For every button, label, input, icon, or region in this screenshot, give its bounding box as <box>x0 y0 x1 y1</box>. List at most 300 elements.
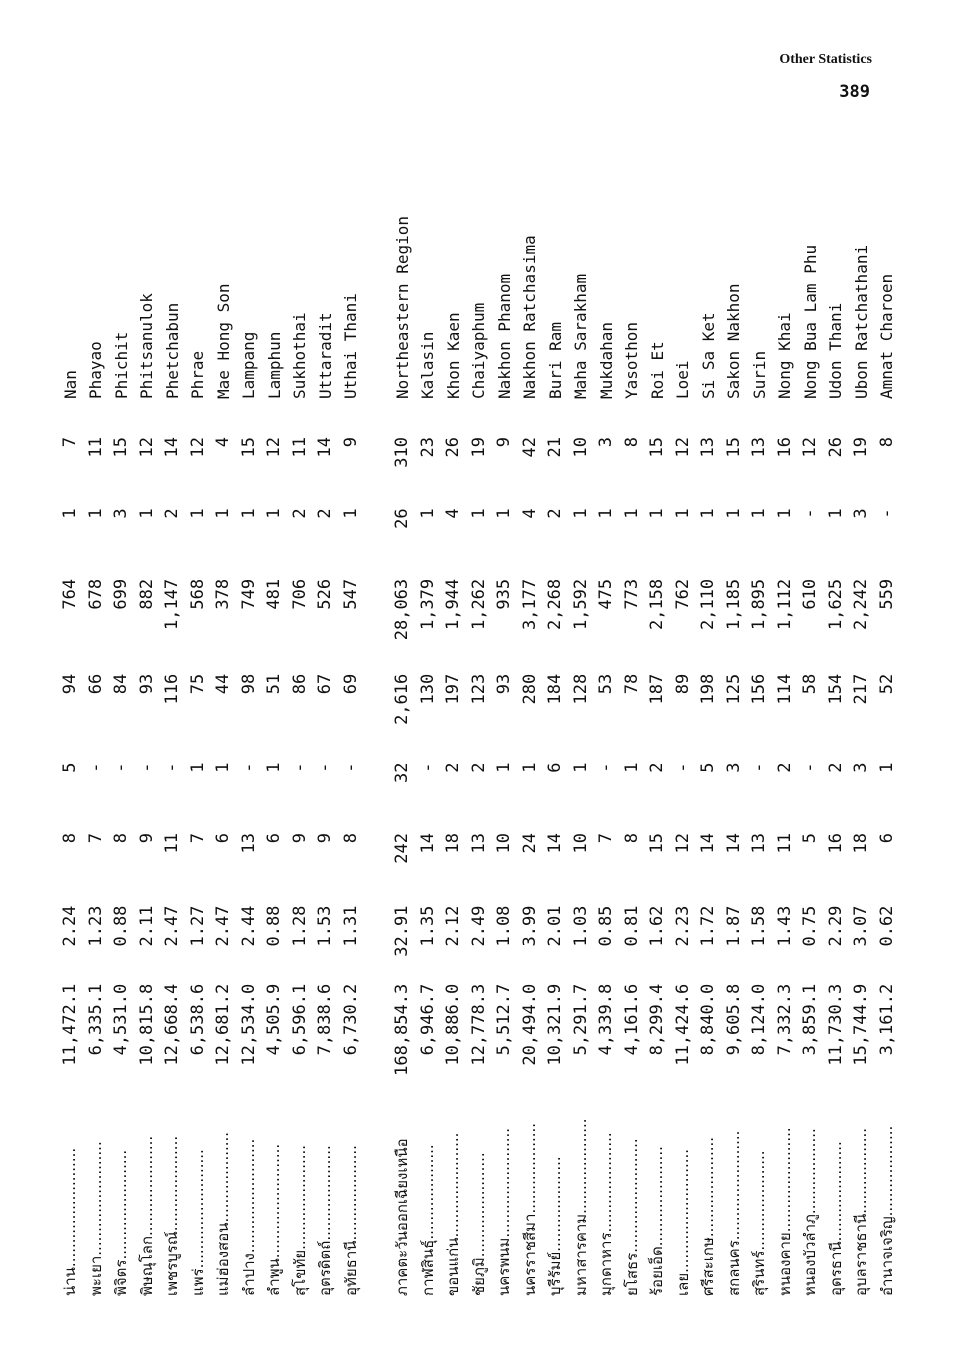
province-english-name: Sakon Nakhon <box>724 283 744 400</box>
province-english-name: Uthai Thani <box>341 293 361 400</box>
province-thai-name: มหาสารคาม.................... <box>571 1118 590 1296</box>
count-col-4: 1 <box>621 762 642 773</box>
count-col-7: - <box>876 508 897 519</box>
count-col-8: 26 <box>443 437 464 458</box>
count-col-4: 2 <box>443 762 464 773</box>
count-col-5: 86 <box>289 673 310 695</box>
area-value: 6,538.6 <box>187 983 208 1056</box>
share-value: 2.44 <box>238 905 259 947</box>
count-col-8: 16 <box>774 437 795 458</box>
count-col-3: 11 <box>774 832 795 854</box>
count-col-7: 1 <box>264 508 285 519</box>
count-col-5: 67 <box>315 673 336 695</box>
count-col-7: 26 <box>392 508 413 529</box>
count-col-4: - <box>800 762 821 773</box>
table-row <box>594 216 620 1296</box>
count-col-6: 935 <box>494 578 515 610</box>
count-col-8: 13 <box>749 437 770 458</box>
share-value: 1.27 <box>187 905 208 947</box>
count-col-6: 378 <box>213 578 234 610</box>
count-col-8: 12 <box>672 437 693 458</box>
province-thai-name: อุทัยธานี.................... <box>341 1145 360 1296</box>
table-row <box>339 216 365 1296</box>
share-value: 1.23 <box>85 905 106 947</box>
count-col-7: 1 <box>187 508 208 519</box>
province-thai-name: น่าน......................... <box>61 1147 80 1296</box>
table-row <box>467 216 493 1296</box>
count-col-5: 53 <box>596 673 617 695</box>
province-thai-name: ร้อยเอ็ด..................... <box>648 1146 667 1296</box>
count-col-7: 2 <box>289 508 310 519</box>
area-value: 7,838.6 <box>315 983 336 1056</box>
province-english-name: Lamphun <box>264 331 284 400</box>
count-col-3: 9 <box>136 832 157 844</box>
count-col-3: 7 <box>187 832 208 844</box>
table-row <box>160 216 186 1296</box>
province-english-name: Mae Hong Son <box>213 283 233 400</box>
count-col-4: - <box>162 762 183 773</box>
province-english-name: Kalasin <box>418 331 438 400</box>
province-english-name: Phayao <box>86 341 106 400</box>
province-english-name: Mukdahan <box>596 321 616 400</box>
share-value: 1.08 <box>494 905 515 947</box>
count-col-6: 1,185 <box>723 578 744 631</box>
table-row <box>262 216 288 1296</box>
province-thai-name: เพชรบูรณ์.................... <box>163 1135 182 1296</box>
share-value: 2.47 <box>213 905 234 947</box>
count-col-5: 184 <box>545 673 566 705</box>
count-col-3: 14 <box>545 832 566 854</box>
count-col-6: 1,944 <box>443 578 464 631</box>
count-col-3: 14 <box>698 832 719 854</box>
province-thai-name: อำนาจเจริญ................... <box>877 1125 896 1296</box>
count-col-4: 2 <box>774 762 795 773</box>
count-col-8: 4 <box>213 437 234 448</box>
share-value: 2.24 <box>60 905 81 947</box>
province-thai-name: แม่ฮ่องสอน................... <box>214 1131 233 1296</box>
count-col-3: 10 <box>570 832 591 854</box>
province-thai-name: ศรีสะเกษ..................... <box>699 1136 718 1296</box>
area-value: 4,531.0 <box>111 983 132 1056</box>
count-col-8: 11 <box>85 437 106 458</box>
share-value: 1.43 <box>774 905 795 947</box>
province-thai-name: สุโขทัย...................... <box>290 1144 309 1296</box>
count-col-7: 3 <box>111 508 132 519</box>
province-english-name: Nong Bua Lam Phu <box>800 244 820 400</box>
table-row <box>441 216 467 1296</box>
count-col-6: 526 <box>315 578 336 610</box>
table-row <box>620 216 646 1296</box>
count-col-4: 2 <box>825 762 846 773</box>
province-thai-name: พิจิตร....................... <box>112 1149 131 1296</box>
share-value: 2.11 <box>136 905 157 947</box>
region-total-row <box>390 216 416 1296</box>
count-col-3: 13 <box>468 832 489 854</box>
count-col-4: 1 <box>519 762 540 773</box>
count-col-7: 1 <box>621 508 642 519</box>
area-value: 11,472.1 <box>60 983 81 1066</box>
count-col-6: 699 <box>111 578 132 610</box>
area-value: 8,840.0 <box>698 983 719 1056</box>
count-col-6: 2,110 <box>698 578 719 631</box>
table-row <box>773 216 799 1296</box>
count-col-3: 5 <box>800 832 821 844</box>
count-col-6: 1,625 <box>825 578 846 631</box>
count-col-4: - <box>111 762 132 773</box>
table-row <box>798 216 824 1296</box>
count-col-6: 773 <box>621 578 642 610</box>
count-col-7: 1 <box>468 508 489 519</box>
area-value: 12,778.3 <box>468 983 489 1066</box>
count-col-6: 762 <box>672 578 693 610</box>
province-thai-name: นครพนม....................... <box>495 1127 514 1296</box>
count-col-8: 7 <box>60 437 81 448</box>
count-col-7: 1 <box>774 508 795 519</box>
count-col-5: 52 <box>876 673 897 695</box>
count-col-8: 12 <box>264 437 285 458</box>
province-english-name: Northeastern Region <box>392 216 412 400</box>
table-row <box>696 216 722 1296</box>
area-value: 6,596.1 <box>289 983 310 1056</box>
province-english-name: Nan <box>60 370 80 400</box>
count-col-5: 78 <box>621 673 642 695</box>
table-row <box>416 216 442 1296</box>
table-row <box>237 216 263 1296</box>
count-col-7: 3 <box>851 508 872 519</box>
count-col-3: 11 <box>162 832 183 854</box>
count-col-4: 3 <box>851 762 872 773</box>
share-value: 1.87 <box>723 905 744 947</box>
count-col-8: 15 <box>111 437 132 458</box>
count-col-8: 13 <box>698 437 719 458</box>
count-col-4: 1 <box>876 762 897 773</box>
count-col-4: - <box>749 762 770 773</box>
count-col-6: 610 <box>800 578 821 610</box>
count-col-6: 481 <box>264 578 285 610</box>
page-header-title: Other Statistics <box>779 52 872 67</box>
count-col-4: 1 <box>264 762 285 773</box>
share-value: 2.23 <box>672 905 693 947</box>
province-thai-name: พิษณุโลก..................... <box>137 1135 156 1296</box>
count-col-5: 198 <box>698 673 719 705</box>
count-col-7: 1 <box>417 508 438 519</box>
count-col-6: 1,147 <box>162 578 183 631</box>
area-value: 9,605.8 <box>723 983 744 1056</box>
share-value: 1.72 <box>698 905 719 947</box>
count-col-8: 14 <box>315 437 336 458</box>
province-thai-name: นครราชสีมา................... <box>520 1122 539 1296</box>
count-col-5: 94 <box>60 673 81 695</box>
count-col-3: 8 <box>111 832 132 844</box>
count-col-4: 1 <box>570 762 591 773</box>
count-col-4: - <box>672 762 693 773</box>
count-col-6: 749 <box>238 578 259 610</box>
count-col-5: 217 <box>851 673 872 705</box>
province-thai-name: กาฬสินธุ์.................... <box>418 1144 437 1296</box>
province-thai-name: สกลนคร....................... <box>724 1130 743 1296</box>
table-row <box>313 216 339 1296</box>
province-thai-name: เลย.......................... <box>673 1148 692 1296</box>
count-col-5: 51 <box>264 673 285 695</box>
count-col-6: 559 <box>876 578 897 610</box>
count-col-5: 66 <box>85 673 106 695</box>
province-english-name: Nakhon Ratchasima <box>520 235 540 400</box>
area-value: 20,494.0 <box>519 983 540 1066</box>
count-col-8: 42 <box>519 437 540 458</box>
count-col-3: 13 <box>749 832 770 854</box>
count-col-5: 98 <box>238 673 259 695</box>
count-col-5: 280 <box>519 673 540 705</box>
count-col-3: 8 <box>340 832 361 844</box>
count-col-3: 18 <box>443 832 464 854</box>
count-col-7: 2 <box>162 508 183 519</box>
count-col-7: 2 <box>315 508 336 519</box>
count-col-8: 310 <box>392 437 413 468</box>
area-value: 8,299.4 <box>647 983 668 1056</box>
count-col-4: 2 <box>468 762 489 773</box>
province-thai-name: ลำพูน........................ <box>265 1143 284 1296</box>
count-col-7: 2 <box>545 508 566 519</box>
count-col-8: 9 <box>494 437 515 448</box>
count-col-7: 1 <box>723 508 744 519</box>
area-value: 12,681.2 <box>213 983 234 1066</box>
share-value: 0.81 <box>621 905 642 947</box>
spacer-cell <box>364 216 390 1296</box>
share-value: 0.88 <box>111 905 132 947</box>
count-col-8: 8 <box>621 437 642 448</box>
area-value: 10,815.8 <box>136 983 157 1066</box>
province-english-name: Udon Thani <box>826 302 846 400</box>
province-english-name: Ubon Ratchathani <box>851 244 871 400</box>
province-english-name: Amnat Charoen <box>877 273 897 400</box>
table-row <box>645 216 671 1296</box>
count-col-8: 26 <box>825 437 846 458</box>
table-row <box>211 216 237 1296</box>
count-col-4: - <box>315 762 336 773</box>
count-col-3: 6 <box>213 832 234 844</box>
count-col-7: 1 <box>340 508 361 519</box>
share-value: 1.58 <box>749 905 770 947</box>
count-col-7: 1 <box>213 508 234 519</box>
count-col-6: 1,112 <box>774 578 795 631</box>
province-thai-name: ขอนแก่น...................... <box>444 1132 463 1296</box>
count-col-6: 706 <box>289 578 310 610</box>
table-row <box>671 216 697 1296</box>
count-col-7: 1 <box>85 508 106 519</box>
rotated-table-container <box>58 216 908 1296</box>
count-col-8: 12 <box>187 437 208 458</box>
area-value: 7,332.3 <box>774 983 795 1056</box>
count-col-7: 1 <box>698 508 719 519</box>
count-col-6: 568 <box>187 578 208 610</box>
count-col-3: 8 <box>60 832 81 844</box>
count-col-3: 14 <box>417 832 438 854</box>
count-col-3: 7 <box>85 832 106 844</box>
province-thai-name: ลำปาง........................ <box>239 1138 258 1296</box>
count-col-6: 1,592 <box>570 578 591 631</box>
count-col-4: 1 <box>213 762 234 773</box>
count-col-7: 4 <box>443 508 464 519</box>
area-value: 168,854.3 <box>392 983 413 1076</box>
count-col-3: 12 <box>672 832 693 854</box>
statistics-table <box>58 216 900 1296</box>
count-col-5: 93 <box>136 673 157 695</box>
count-col-4: 32 <box>392 762 413 783</box>
count-col-8: 12 <box>136 437 157 458</box>
count-col-3: 9 <box>315 832 336 844</box>
count-col-3: 14 <box>723 832 744 854</box>
province-thai-name: หนองคาย...................... <box>775 1127 794 1296</box>
table-row <box>109 216 135 1296</box>
count-col-7: 1 <box>596 508 617 519</box>
area-value: 4,505.9 <box>264 983 285 1056</box>
count-col-8: 15 <box>238 437 259 458</box>
count-col-6: 764 <box>60 578 81 610</box>
count-col-4: - <box>417 762 438 773</box>
count-col-3: 6 <box>264 832 285 844</box>
area-value: 5,512.7 <box>494 983 515 1056</box>
count-col-5: 44 <box>213 673 234 695</box>
province-thai-name: ชัยภูมิ...................... <box>469 1152 488 1296</box>
count-col-4: - <box>340 762 361 773</box>
share-value: 3.99 <box>519 905 540 947</box>
count-col-8: 23 <box>417 437 438 458</box>
count-col-3: 242 <box>392 832 413 864</box>
table-row <box>288 216 314 1296</box>
count-col-5: 58 <box>800 673 821 695</box>
table-row <box>135 216 161 1296</box>
count-col-8: 15 <box>723 437 744 458</box>
count-col-8: 21 <box>545 437 566 458</box>
count-col-8: 3 <box>596 437 617 448</box>
share-value: 0.62 <box>876 905 897 947</box>
share-value: 1.53 <box>315 905 336 947</box>
province-thai-name: อุบลราชธานี.................. <box>852 1127 871 1296</box>
table-row <box>722 216 748 1296</box>
share-value: 2.47 <box>162 905 183 947</box>
area-value: 6,335.1 <box>85 983 106 1056</box>
count-col-6: 547 <box>340 578 361 610</box>
table-row <box>84 216 110 1296</box>
count-col-5: 116 <box>162 673 183 705</box>
count-col-6: 1,262 <box>468 578 489 631</box>
count-col-4: 3 <box>723 762 744 773</box>
count-col-5: 84 <box>111 673 132 695</box>
province-english-name: Phetchabun <box>162 302 182 400</box>
province-thai-name: ภาคตะวันออกเฉียงเหนือ <box>393 1138 412 1296</box>
count-col-5: 2,616 <box>392 673 413 725</box>
count-col-6: 1,379 <box>417 578 438 631</box>
province-english-name: Nakhon Phanom <box>494 273 514 400</box>
count-col-6: 2,268 <box>545 578 566 631</box>
count-col-5: 69 <box>340 673 361 695</box>
province-english-name: Roi Et <box>647 341 667 400</box>
area-value: 5,291.7 <box>570 983 591 1056</box>
province-english-name: Buri Ram <box>545 321 565 400</box>
area-value: 8,124.0 <box>749 983 770 1056</box>
province-english-name: Chaiyaphum <box>469 302 489 400</box>
count-col-8: 12 <box>800 437 821 458</box>
share-value: 1.35 <box>417 905 438 947</box>
share-value: 2.29 <box>825 905 846 947</box>
count-col-8: 19 <box>851 437 872 458</box>
count-col-3: 9 <box>289 832 310 844</box>
area-value: 10,886.0 <box>443 983 464 1066</box>
province-thai-name: พะเยา........................ <box>86 1141 105 1296</box>
page-number: 389 <box>839 82 870 102</box>
count-col-7: - <box>800 508 821 519</box>
count-col-4: - <box>596 762 617 773</box>
count-col-3: 15 <box>647 832 668 854</box>
count-col-4: - <box>238 762 259 773</box>
count-col-6: 28,063 <box>392 578 413 641</box>
count-col-8: 15 <box>647 437 668 458</box>
count-col-5: 125 <box>723 673 744 705</box>
count-col-6: 2,158 <box>647 578 668 631</box>
count-col-4: 2 <box>647 762 668 773</box>
count-col-7: 1 <box>672 508 693 519</box>
count-col-5: 130 <box>417 673 438 705</box>
province-english-name: Nong Khai <box>775 312 795 400</box>
table-row <box>849 216 875 1296</box>
count-col-3: 13 <box>238 832 259 854</box>
count-col-3: 10 <box>494 832 515 854</box>
count-col-6: 3,177 <box>519 578 540 631</box>
count-col-6: 678 <box>85 578 106 610</box>
table-spacer-row <box>364 216 390 1296</box>
area-value: 12,668.4 <box>162 983 183 1066</box>
count-col-7: 1 <box>136 508 157 519</box>
count-col-8: 11 <box>289 437 310 458</box>
count-col-5: 197 <box>443 673 464 705</box>
table-row <box>186 216 212 1296</box>
share-value: 0.88 <box>264 905 285 947</box>
table-row <box>824 216 850 1296</box>
table-row <box>747 216 773 1296</box>
province-english-name: Si Sa Ket <box>698 312 718 400</box>
count-col-5: 89 <box>672 673 693 695</box>
table-row <box>543 216 569 1296</box>
area-value: 11,730.3 <box>825 983 846 1066</box>
count-col-5: 75 <box>187 673 208 695</box>
count-col-7: 1 <box>570 508 591 519</box>
table-row <box>875 216 901 1296</box>
province-thai-name: สุรินทร์..................... <box>750 1150 769 1296</box>
table-row <box>569 216 595 1296</box>
table-row <box>518 216 544 1296</box>
count-col-6: 1,895 <box>749 578 770 631</box>
province-english-name: Khon Kaen <box>443 312 463 400</box>
table-row <box>492 216 518 1296</box>
table-body <box>58 216 900 1296</box>
province-english-name: Surin <box>749 350 769 400</box>
count-col-3: 18 <box>851 832 872 854</box>
count-col-4: 1 <box>494 762 515 773</box>
province-english-name: Sukhothai <box>290 312 310 400</box>
count-col-5: 154 <box>825 673 846 705</box>
province-english-name: Lampang <box>239 331 259 400</box>
count-col-5: 156 <box>749 673 770 705</box>
count-col-5: 187 <box>647 673 668 705</box>
count-col-3: 7 <box>596 832 617 844</box>
count-col-3: 6 <box>876 832 897 844</box>
count-col-8: 19 <box>468 437 489 458</box>
count-col-4: 5 <box>60 762 81 773</box>
table-row <box>58 216 84 1296</box>
share-value: 2.12 <box>443 905 464 947</box>
count-col-6: 475 <box>596 578 617 610</box>
area-value: 4,339.8 <box>596 983 617 1056</box>
